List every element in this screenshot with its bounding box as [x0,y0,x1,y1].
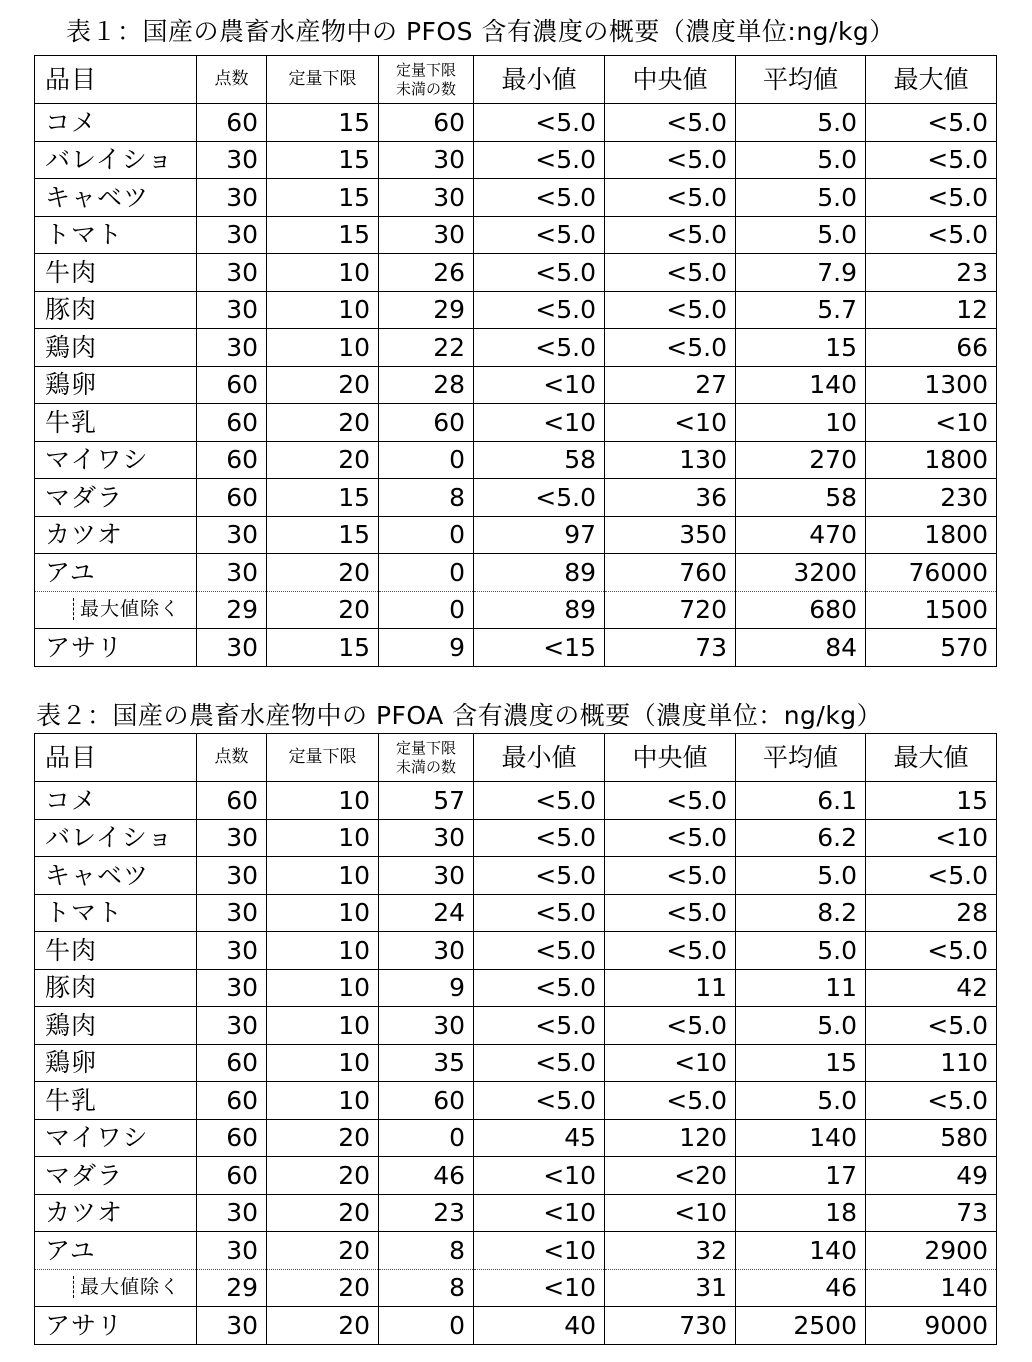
table-row [35,479,997,517]
table-row [35,1044,997,1082]
cell-median: <5.0 [605,1082,736,1120]
cell-median: <10 [605,1044,736,1082]
cell-min: <15 [474,629,605,667]
cell-below: 30 [379,819,474,857]
cell-median: 130 [605,441,736,479]
header-item: 品目 [35,734,197,782]
cell-mean: 10 [736,404,866,442]
header-count: 点数 [197,734,267,782]
cell-mean: 3200 [736,554,866,592]
cell-median: 36 [605,479,736,517]
header-below-loq-line2: 未満の数 [395,757,456,776]
cell-min: <10 [474,366,605,404]
table-row [35,291,997,329]
cell-max: 110 [866,1044,997,1082]
cell-item [35,1269,197,1307]
cell-item [35,591,197,629]
cell-item: カツオ [35,1194,197,1232]
cell-min: <5.0 [474,1007,605,1045]
cell-count: 30 [197,216,267,254]
cell-item: アサリ [35,1307,197,1345]
cell-below: 8 [379,1232,474,1270]
cell-loq: 10 [267,819,379,857]
header-below-loq [379,734,474,782]
cell-loq: 10 [267,857,379,895]
header-below-loq [379,56,474,104]
cell-item: マイワシ [35,1119,197,1157]
cell-item: 牛肉 [35,932,197,970]
cell-loq: 20 [267,554,379,592]
cell-count: 29 [197,591,267,629]
cell-mean: 5.0 [736,179,866,217]
cell-count: 30 [197,254,267,292]
cell-min: 58 [474,441,605,479]
cell-item: マダラ [35,479,197,517]
cell-max: 1800 [866,516,997,554]
cell-median: <5.0 [605,216,736,254]
cell-loq: 20 [267,1194,379,1232]
cell-min: <5.0 [474,782,605,820]
cell-min: <5.0 [474,216,605,254]
cell-below: 30 [379,1007,474,1045]
cell-max: <5.0 [866,216,997,254]
cell-min: <5.0 [474,479,605,517]
cell-below: 0 [379,441,474,479]
table-row [35,782,997,820]
cell-max: 76000 [866,554,997,592]
cell-loq: 15 [267,104,379,142]
cell-median: <5.0 [605,104,736,142]
header-loq: 定量下限 [267,56,379,104]
cell-max: <10 [866,819,997,857]
cell-item: 牛肉 [35,254,197,292]
header-below-loq-line2: 未満の数 [395,79,456,98]
cell-item: コメ [35,782,197,820]
cell-loq: 15 [267,141,379,179]
table-row [35,591,997,629]
cell-count: 30 [197,1232,267,1270]
cell-min: <5.0 [474,969,605,1007]
cell-below: 35 [379,1044,474,1082]
cell-loq: 10 [267,1007,379,1045]
cell-mean: 6.1 [736,782,866,820]
cell-loq: 10 [267,969,379,1007]
table-row [35,1082,997,1120]
table-row [35,1007,997,1045]
cell-median: <5.0 [605,857,736,895]
cell-below: 23 [379,1194,474,1232]
cell-below: 8 [379,479,474,517]
cell-max: <5.0 [866,1007,997,1045]
cell-item: マイワシ [35,441,197,479]
cell-below: 0 [379,1307,474,1345]
cell-count: 30 [197,894,267,932]
cell-median: 730 [605,1307,736,1345]
cell-loq: 20 [267,591,379,629]
table-row [35,1269,997,1307]
cell-median: 760 [605,554,736,592]
cell-below: 24 [379,894,474,932]
cell-max: <5.0 [866,932,997,970]
cell-loq: 15 [267,216,379,254]
cell-max: <5.0 [866,179,997,217]
cell-mean: 140 [736,366,866,404]
table-row [35,216,997,254]
cell-max: 9000 [866,1307,997,1345]
cell-item-label: 最大値除く [73,598,180,620]
cell-max: 1300 [866,366,997,404]
cell-mean: 680 [736,591,866,629]
cell-min: <5.0 [474,291,605,329]
header-below-loq-line1: 定量下限 [395,60,456,79]
cell-count: 30 [197,179,267,217]
cell-count: 60 [197,479,267,517]
cell-max: <5.0 [866,857,997,895]
cell-below: 0 [379,554,474,592]
cell-loq: 10 [267,932,379,970]
cell-mean: 140 [736,1232,866,1270]
table-row [35,179,997,217]
cell-mean: 11 [736,969,866,1007]
cell-below: 8 [379,1269,474,1307]
cell-below: 9 [379,969,474,1007]
table2-pfoa [34,733,997,1345]
cell-median: <10 [605,404,736,442]
cell-item-label: 最大値除く [73,1276,180,1298]
cell-median: <20 [605,1157,736,1195]
cell-below: 60 [379,1082,474,1120]
table1-caption: 表１：国産の農畜水産物中の PFOS 含有濃度の概要（濃度単位:ng/kg） [66,17,895,46]
cell-count: 30 [197,291,267,329]
cell-below: 0 [379,516,474,554]
cell-mean: 470 [736,516,866,554]
cell-mean: 17 [736,1157,866,1195]
cell-below: 30 [379,179,474,217]
cell-loq: 15 [267,629,379,667]
cell-loq: 10 [267,329,379,367]
table-row [35,329,997,367]
cell-max: 140 [866,1269,997,1307]
cell-loq: 20 [267,1119,379,1157]
cell-min: <5.0 [474,179,605,217]
cell-count: 30 [197,141,267,179]
header-loq: 定量下限 [267,734,379,782]
cell-median: <5.0 [605,819,736,857]
cell-loq: 20 [267,441,379,479]
table-row [35,1119,997,1157]
cell-max: 12 [866,291,997,329]
cell-min: <5.0 [474,857,605,895]
cell-loq: 20 [267,1157,379,1195]
table-row [35,441,997,479]
cell-loq: 20 [267,404,379,442]
header-item: 品目 [35,56,197,104]
cell-below: 30 [379,141,474,179]
cell-mean: 5.0 [736,1007,866,1045]
cell-median: 73 [605,629,736,667]
cell-below: 26 [379,254,474,292]
cell-max: 1500 [866,591,997,629]
cell-mean: 5.0 [736,141,866,179]
cell-loq: 10 [267,894,379,932]
cell-below: 46 [379,1157,474,1195]
table1-pfos [34,55,997,667]
header-median: 中央値 [605,734,736,782]
cell-mean: 15 [736,1044,866,1082]
cell-min: 97 [474,516,605,554]
cell-min: <5.0 [474,104,605,142]
cell-loq: 10 [267,782,379,820]
cell-item: 鶏肉 [35,1007,197,1045]
cell-count: 60 [197,1119,267,1157]
cell-min: <5.0 [474,1082,605,1120]
cell-median: <5.0 [605,291,736,329]
cell-item: 鶏卵 [35,1044,197,1082]
cell-mean: 5.7 [736,291,866,329]
cell-item: 牛乳 [35,1082,197,1120]
cell-item: カツオ [35,516,197,554]
cell-mean: 8.2 [736,894,866,932]
cell-below: 30 [379,857,474,895]
cell-mean: 2500 [736,1307,866,1345]
cell-item: 牛乳 [35,404,197,442]
cell-mean: 58 [736,479,866,517]
cell-count: 60 [197,441,267,479]
cell-below: 57 [379,782,474,820]
cell-count: 30 [197,1007,267,1045]
cell-count: 30 [197,629,267,667]
cell-median: 11 [605,969,736,1007]
cell-item: キャベツ [35,179,197,217]
cell-mean: 7.9 [736,254,866,292]
cell-item: アサリ [35,629,197,667]
cell-max: 49 [866,1157,997,1195]
cell-median: <5.0 [605,254,736,292]
cell-mean: 46 [736,1269,866,1307]
table-row [35,1157,997,1195]
cell-max: <10 [866,404,997,442]
table2-caption: 表２：国産の農畜水産物中の PFOA 含有濃度の概要（濃度単位：ng/kg） [36,701,883,730]
header-min: 最小値 [474,56,605,104]
cell-loq: 10 [267,1044,379,1082]
cell-max: 580 [866,1119,997,1157]
cell-mean: 84 [736,629,866,667]
cell-mean: 6.2 [736,819,866,857]
cell-loq: 20 [267,1307,379,1345]
cell-below: 60 [379,404,474,442]
cell-mean: 140 [736,1119,866,1157]
table-row [35,554,997,592]
cell-median: <5.0 [605,329,736,367]
table-row [35,969,997,1007]
cell-item: コメ [35,104,197,142]
cell-item: トマト [35,216,197,254]
cell-min: <10 [474,1194,605,1232]
cell-min: <10 [474,1269,605,1307]
cell-count: 60 [197,366,267,404]
cell-mean: 5.0 [736,1082,866,1120]
cell-item: バレイショ [35,819,197,857]
cell-max: <5.0 [866,141,997,179]
cell-loq: 10 [267,291,379,329]
cell-max: <5.0 [866,1082,997,1120]
cell-mean: 15 [736,329,866,367]
header-below-loq-line1: 定量下限 [395,738,456,757]
table-row [35,894,997,932]
cell-count: 30 [197,857,267,895]
cell-min: <5.0 [474,894,605,932]
cell-count: 30 [197,554,267,592]
cell-mean: 5.0 [736,857,866,895]
header-row [35,734,997,782]
cell-max: 2900 [866,1232,997,1270]
cell-loq: 15 [267,479,379,517]
cell-count: 60 [197,1157,267,1195]
cell-median: 350 [605,516,736,554]
cell-median: <5.0 [605,179,736,217]
cell-median: 31 [605,1269,736,1307]
cell-mean: 5.0 [736,216,866,254]
cell-count: 60 [197,1044,267,1082]
cell-min: <5.0 [474,819,605,857]
cell-below: 22 [379,329,474,367]
cell-median: <5.0 [605,782,736,820]
cell-max: 230 [866,479,997,517]
cell-min: <5.0 [474,329,605,367]
cell-loq: 15 [267,179,379,217]
cell-item: キャベツ [35,857,197,895]
cell-below: 28 [379,366,474,404]
table-row [35,516,997,554]
cell-below: 9 [379,629,474,667]
cell-count: 30 [197,329,267,367]
cell-max: 28 [866,894,997,932]
cell-min: 89 [474,591,605,629]
cell-loq: 20 [267,366,379,404]
cell-item: トマト [35,894,197,932]
cell-mean: 5.0 [736,104,866,142]
table-row [35,819,997,857]
cell-median: <5.0 [605,932,736,970]
cell-max: 42 [866,969,997,1007]
cell-median: <10 [605,1194,736,1232]
header-max: 最大値 [866,56,997,104]
cell-min: <5.0 [474,1044,605,1082]
cell-median: <5.0 [605,141,736,179]
cell-max: 1800 [866,441,997,479]
table-row [35,629,997,667]
cell-min: <10 [474,1232,605,1270]
table-row [35,1194,997,1232]
header-count: 点数 [197,56,267,104]
cell-min: <5.0 [474,932,605,970]
cell-min: <10 [474,404,605,442]
cell-loq: 20 [267,1269,379,1307]
cell-mean: 18 [736,1194,866,1232]
cell-max: 570 [866,629,997,667]
header-median: 中央値 [605,56,736,104]
cell-count: 60 [197,782,267,820]
cell-count: 30 [197,1194,267,1232]
header-max: 最大値 [866,734,997,782]
table-row [35,254,997,292]
cell-below: 30 [379,932,474,970]
cell-max: 73 [866,1194,997,1232]
cell-loq: 10 [267,1082,379,1120]
cell-mean: 270 [736,441,866,479]
cell-median: 720 [605,591,736,629]
cell-below: 29 [379,291,474,329]
header-row [35,56,997,104]
cell-count: 30 [197,969,267,1007]
cell-median: <5.0 [605,1007,736,1045]
table-row [35,404,997,442]
cell-min: <5.0 [474,254,605,292]
header-mean: 平均値 [736,734,866,782]
cell-loq: 20 [267,1232,379,1270]
cell-count: 30 [197,516,267,554]
cell-min: 89 [474,554,605,592]
header-min: 最小値 [474,734,605,782]
cell-max: 23 [866,254,997,292]
table-row [35,932,997,970]
table-row [35,1232,997,1270]
cell-loq: 15 [267,516,379,554]
cell-below: 30 [379,216,474,254]
cell-median: 32 [605,1232,736,1270]
cell-item: バレイショ [35,141,197,179]
cell-item: 鶏卵 [35,366,197,404]
cell-count: 60 [197,104,267,142]
table-row [35,104,997,142]
table-row [35,857,997,895]
cell-item: マダラ [35,1157,197,1195]
cell-median: <5.0 [605,894,736,932]
cell-below: 60 [379,104,474,142]
cell-min: <10 [474,1157,605,1195]
table-row [35,366,997,404]
cell-count: 30 [197,819,267,857]
cell-min: 45 [474,1119,605,1157]
cell-median: 120 [605,1119,736,1157]
cell-count: 30 [197,932,267,970]
cell-max: <5.0 [866,104,997,142]
cell-median: 27 [605,366,736,404]
cell-below: 0 [379,591,474,629]
cell-item: 豚肉 [35,291,197,329]
cell-item: 豚肉 [35,969,197,1007]
cell-max: 15 [866,782,997,820]
cell-max: 66 [866,329,997,367]
cell-item: アユ [35,554,197,592]
table-row [35,1307,997,1345]
table-row [35,141,997,179]
cell-min: 40 [474,1307,605,1345]
cell-below: 0 [379,1119,474,1157]
cell-mean: 5.0 [736,932,866,970]
cell-min: <5.0 [474,141,605,179]
header-mean: 平均値 [736,56,866,104]
cell-count: 60 [197,1082,267,1120]
cell-item: アユ [35,1232,197,1270]
cell-count: 60 [197,404,267,442]
cell-count: 29 [197,1269,267,1307]
cell-count: 30 [197,1307,267,1345]
cell-loq: 10 [267,254,379,292]
cell-item: 鶏肉 [35,329,197,367]
